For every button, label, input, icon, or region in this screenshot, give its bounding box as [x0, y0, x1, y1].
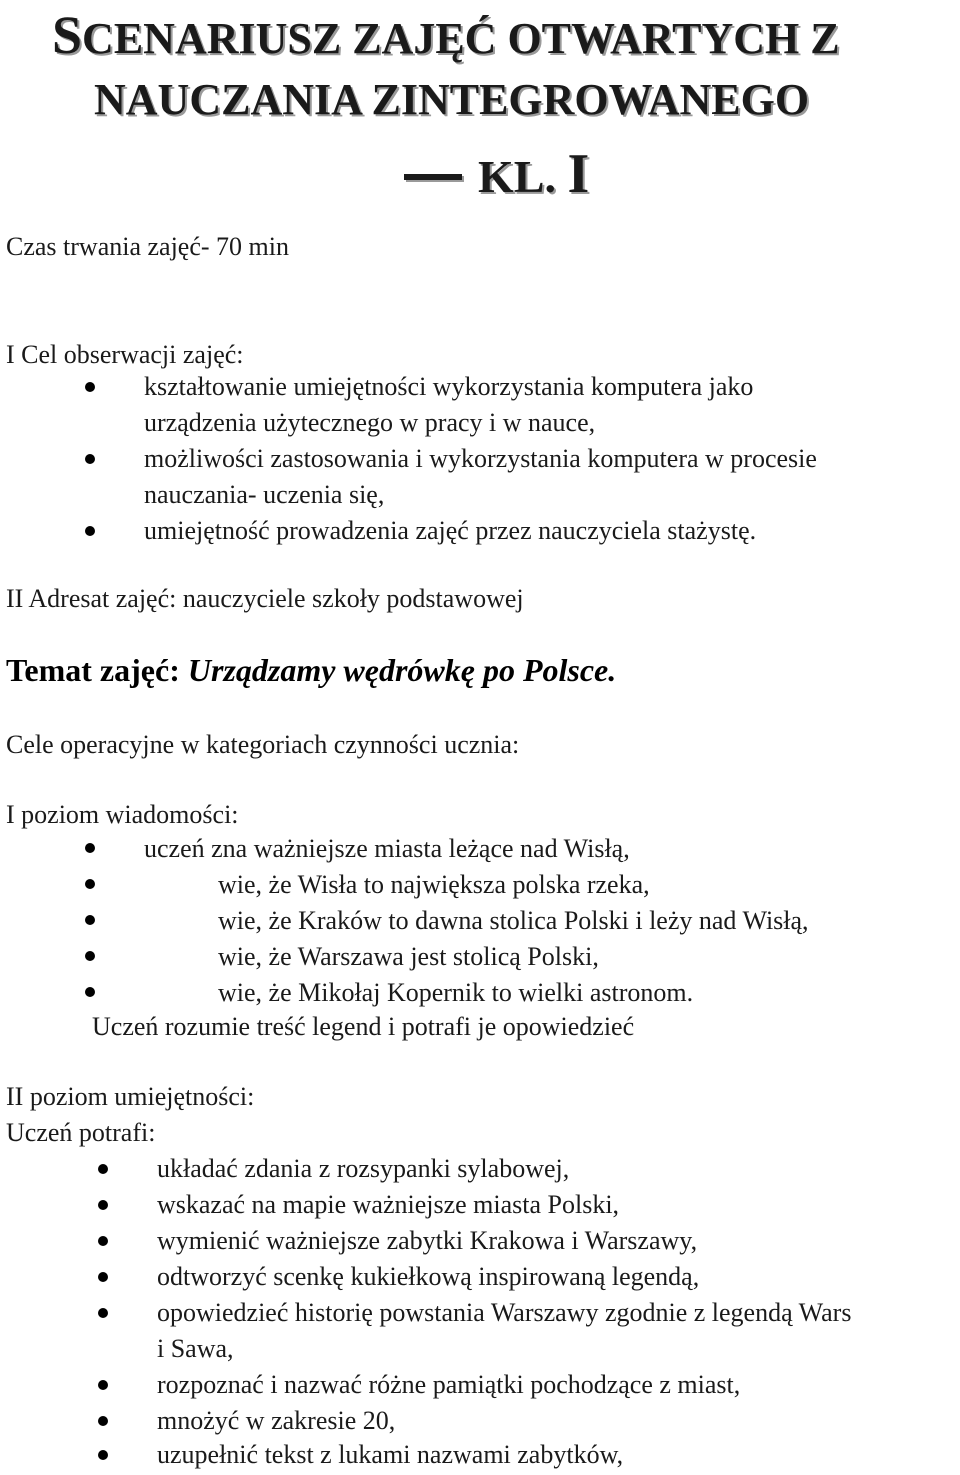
document-title-line-1: SCENARIUSZ ZAJĘĆ OTWARTYCH Z: [52, 5, 840, 65]
bullet-icon: [98, 1450, 108, 1460]
level1-item-2: wie, że Wisła to największa polska rzeka,: [218, 870, 650, 899]
topic-heading: [6, 652, 616, 688]
bullet-icon: [98, 1164, 108, 1174]
bullet-icon: [98, 1236, 108, 1246]
title-dash: [404, 174, 462, 180]
goal-item-2-line-1: możliwości zastosowania i wykorzystania komputera w procesie: [144, 444, 817, 473]
goal-item-1-line-2: urządzenia użytecznego w pracy i w nauce,: [144, 408, 596, 437]
document-title-line-2: NAUCZANIA ZINTEGROWANEGO: [94, 75, 810, 124]
topic-label: Temat zajęć:: [6, 652, 180, 688]
bullet-icon: [85, 879, 95, 889]
goal-item-1-line-1: kształtowanie umiejętności wykorzystania komputera jako: [144, 372, 754, 401]
topic-value: Urządzamy wędrówkę po Polsce.: [187, 652, 617, 688]
level2-heading: II poziom umiejętności:: [6, 1082, 255, 1111]
bullet-icon: [85, 915, 95, 925]
level1-extra: Uczeń rozumie treść legend i potrafi je opowiedzieć: [92, 1012, 635, 1041]
bullet-icon: [85, 526, 95, 536]
level1-item-3: wie, że Kraków to dawna stolica Polski i leży nad Wisłą,: [218, 906, 809, 935]
level2-item-8: uzupełnić tekst z lukami nazwami zabytków,: [157, 1440, 624, 1469]
document-title-line-3: KL. I: [404, 142, 589, 206]
bullet-icon: [98, 1272, 108, 1282]
bullet-icon: [98, 1416, 108, 1426]
level2-item-2: wskazać na mapie ważniejsze miasta Polski,: [157, 1190, 620, 1219]
audience-text: II Adresat zajęć: nauczyciele szkoły podstawowej: [6, 584, 524, 613]
level1-item-1: uczeń zna ważniejsze miasta leżące nad Wisłą,: [144, 834, 630, 863]
bullet-icon: [98, 1380, 108, 1390]
level1-item-5: wie, że Mikołaj Kopernik to wielki astronom.: [218, 978, 694, 1007]
bullet-icon: [85, 843, 95, 853]
goal-item-3: umiejętność prowadzenia zajęć przez nauczyciela stażystę.: [144, 516, 757, 545]
level2-item-1: układać zdania z rozsypanki sylabowej,: [157, 1154, 570, 1183]
goal-item-2-line-2: nauczania- uczenia się,: [144, 480, 385, 509]
level2-item-6: rozpoznać i nazwać różne pamiątki pochodzące z miast,: [157, 1370, 741, 1399]
bullet-icon: [85, 951, 95, 961]
bullet-icon: [98, 1200, 108, 1210]
duration-text: Czas trwania zajęć- 70 min: [6, 232, 289, 261]
bullet-icon: [85, 454, 95, 464]
objectives-intro: Cele operacyjne w kategoriach czynności ucznia:: [6, 730, 520, 759]
level2-item-3: wymienić ważniejsze zabytki Krakowa i Warszawy,: [157, 1226, 698, 1255]
bullet-icon: [98, 1308, 108, 1318]
level2-item-4: odtworzyć scenkę kukiełkową inspirowaną legendą,: [157, 1262, 700, 1291]
level2-item-5-line-2: i Sawa,: [157, 1334, 234, 1363]
level2-item-5-line-1: opowiedzieć historię powstania Warszawy zgodnie z legendą Wars: [157, 1298, 852, 1327]
goals-heading: I Cel obserwacji zajęć:: [6, 340, 244, 369]
level2-item-7: mnożyć w zakresie 20,: [157, 1406, 396, 1435]
bullet-icon: [85, 987, 95, 997]
level1-item-4: wie, że Warszawa jest stolicą Polski,: [218, 942, 599, 971]
level1-heading: I poziom wiadomości:: [6, 800, 239, 829]
bullet-icon: [85, 382, 95, 392]
level2-subheading: Uczeń potrafi:: [6, 1118, 156, 1147]
